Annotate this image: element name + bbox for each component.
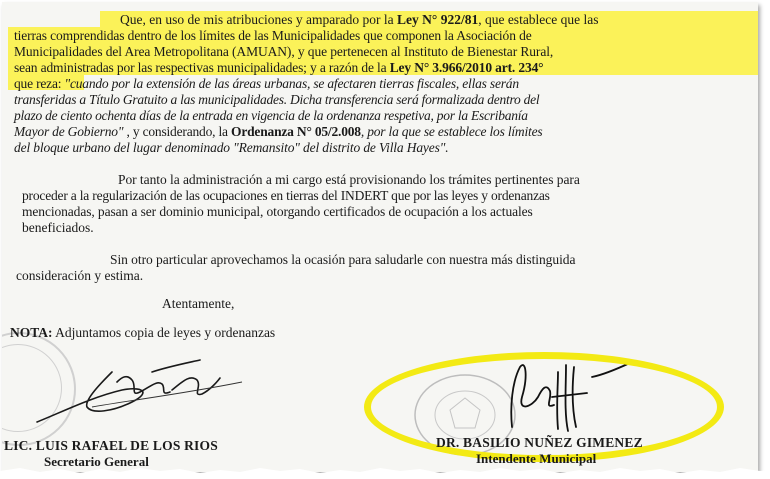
para1-line2 (14, 28, 532, 43)
para2-text: beneficiados. (22, 220, 94, 235)
para1-text: Municipalidades del Area Metropolitana (AMUAN), y que pertenecen al Instituto de Bienestar Rural, (14, 44, 554, 59)
para1-line9 (14, 140, 448, 155)
quote-text: transferidas a Título Gratuito a las municipalidades. Dicha transferencia será formalizada dentro del (14, 92, 540, 107)
torn-paper-edge (0, 465, 770, 479)
para1-line3 (14, 44, 553, 59)
para1-text: que reza: (14, 76, 65, 91)
para2-text: mencionadas, pasan a ser dominio municipal, otorgando certificados de ocupación a los actuales (22, 204, 533, 219)
para1-text: tierras comprendidas dentro de los límites de las Municipalidades que componen la Asociación de (14, 28, 532, 43)
law-ref-3966: Ley N° 3.966/2010 art. 234° (389, 60, 544, 75)
para3-text: consideración y estima. (16, 268, 144, 283)
quote-text: "cuando por la extensión de las áreas urbanas, se afectaren tierras fiscales, ellas serán (64, 76, 519, 91)
nota-text: Adjuntamos copia de leyes y ordenanzas (52, 325, 276, 340)
document-page (2, 2, 758, 472)
para1-text: Que, en uso de mis atribuciones y amparado por la (120, 12, 398, 27)
para1-line6 (14, 92, 539, 107)
para1-text: sean administradas por las respectivas municipalidades; y a razón de la (14, 60, 390, 75)
para1-line4 (14, 60, 543, 75)
para1-text: , y considerando, la (123, 124, 232, 139)
nota-label: NOTA: (10, 325, 53, 340)
signature-left (32, 352, 252, 432)
signatory-left-title: Secretario General (44, 454, 149, 469)
para1-text: del bloque urbano del lugar denominado "Remansito" del distrito de Villa Hayes". (14, 140, 449, 155)
para2-line3 (22, 204, 533, 219)
para1-text: , que establece que las (478, 12, 599, 27)
para2-text: Por tanto la administración a mi cargo está provisionando los trámites pertinentes para (118, 172, 580, 187)
para1-line5 (14, 76, 519, 91)
closing-text: Atentamente, (162, 296, 235, 311)
signatory-left-name: LIC. LUIS RAFAEL DE LOS RIOS (4, 438, 218, 453)
nota-line (10, 325, 275, 340)
ordinance-ref: Ordenanza N° 05/2.008 (231, 124, 361, 139)
law-ref-922: Ley N° 922/81 (397, 12, 479, 27)
para2-line4 (22, 220, 94, 235)
para3-line2 (16, 268, 143, 283)
para1-line1 (120, 12, 599, 27)
para1-line8 (14, 124, 542, 139)
para2-line2 (22, 188, 550, 203)
signatory-right-name: DR. BASILIO NUÑEZ GIMENEZ (436, 435, 643, 450)
signatory-right-title: Intendente Municipal (476, 451, 597, 466)
para1-text: , por la que se establece los límites (360, 124, 543, 139)
para3-text: Sin otro particular aprovechamos la ocasión para saludarle con nuestra más distinguida (110, 252, 576, 267)
para2-line1 (118, 172, 580, 187)
quote-text: plazo de ciento ochenta días de la entrada en vigencia de la ordenanza respetiva, por la Escribanía (14, 108, 528, 123)
para2-text: proceder a la regularización de las ocupaciones en tierras del INDERT que por las leyes y ordenanzas (22, 188, 550, 203)
quote-text: Mayor de Gobierno" (14, 124, 124, 139)
para1-line7 (14, 108, 528, 123)
para3-line1 (110, 252, 575, 267)
